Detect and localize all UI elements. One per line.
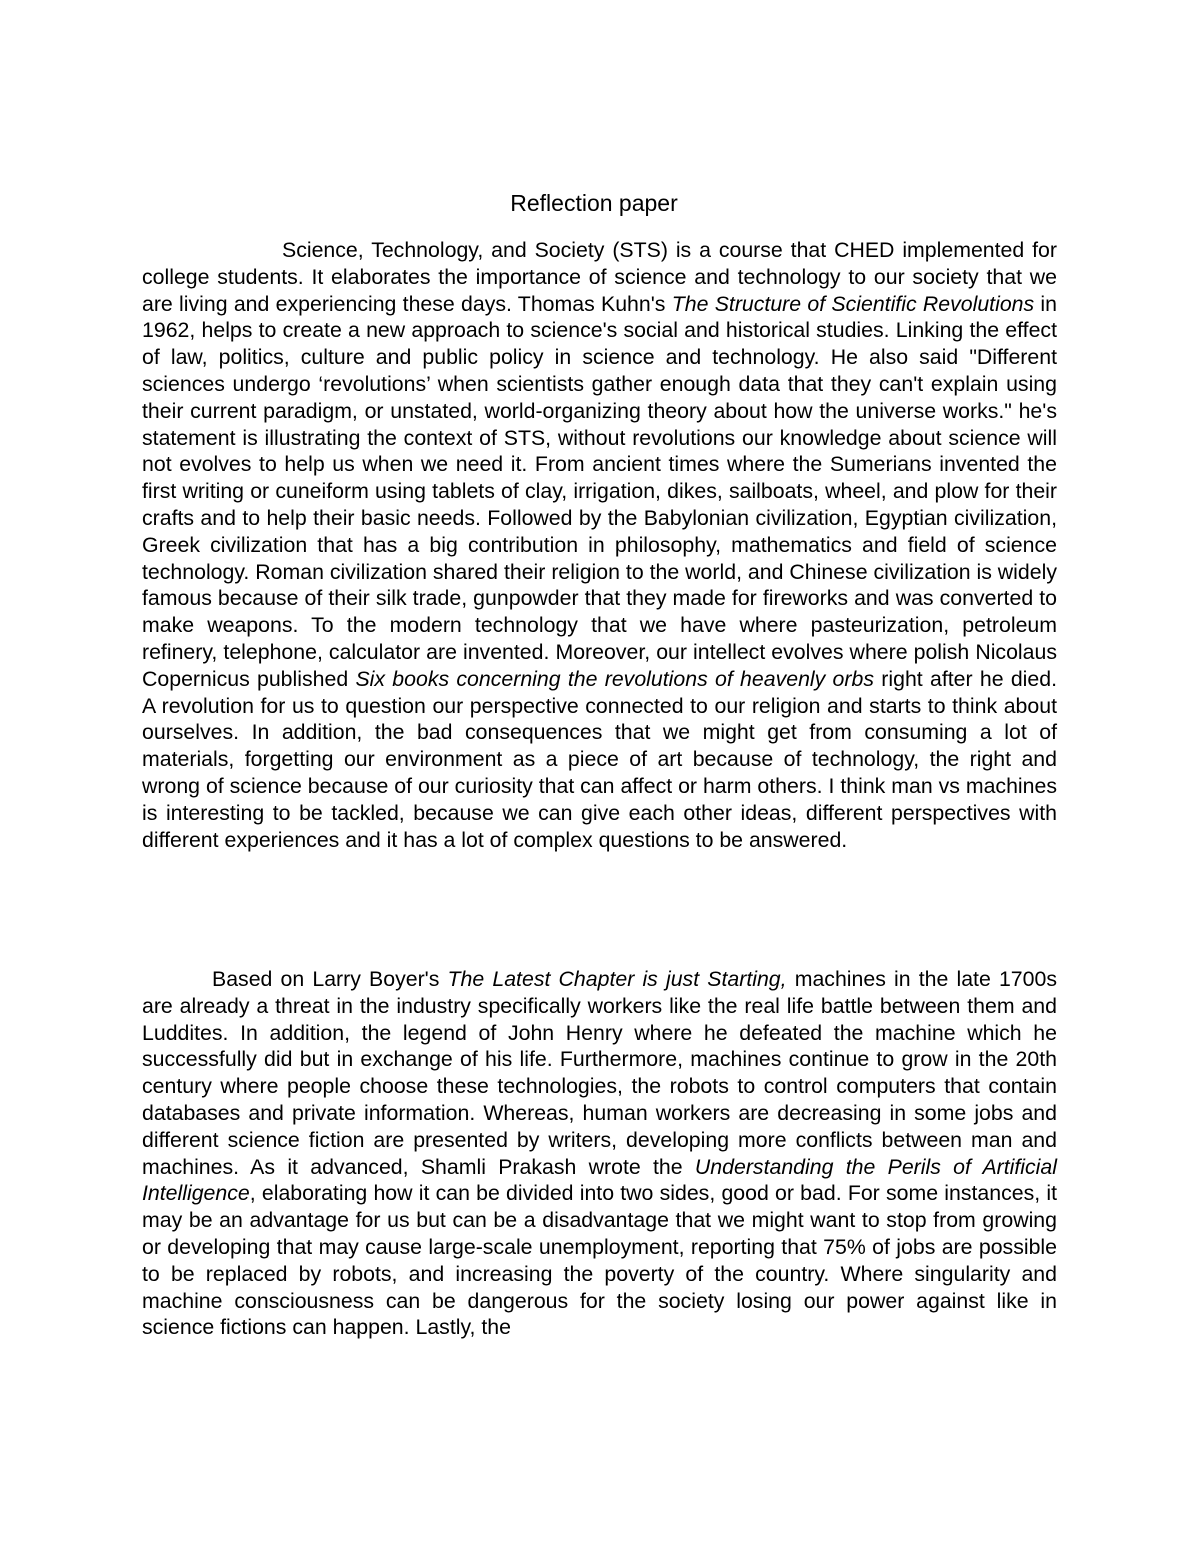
paragraph-1 <box>142 237 1057 853</box>
paragraph-2-text-2: machines in the late 1700s are already a threat in the industry specifically workers like the real life battle between them and Luddites. In addition, the legend of John Henry where he defeated the machine which he successfully did but in exchange of his life. Furthermore, machines continue to grow in the 20th century where people choose these technologies, the robots to control computers that contain databases and private information. Whereas, human workers are decreasing in some jobs and different science fiction are presented by writers, developing more conflicts between man and machines. As it advanced, Shamli Prakash wrote the <box>142 967 1057 1179</box>
paragraph-2 <box>142 966 1057 1341</box>
book-title-structure-of-scientific-revolutions: The Structure of Scientific Revolutions <box>671 291 1035 316</box>
book-title-perils-of-ai: Understanding the Perils of Artificial Intelligence <box>142 1154 1057 1206</box>
paragraph-2-text-3: , elaborating how it can be divided into two sides, good or bad. For some instances, it may be an advantage for us but can be a disadvantage that we might want to stop from growing or developing that may cause large-scale unemployment, reporting that 75% of jobs are possible to be replaced by robots, and increasing the poverty of the country. Where singularity and machine consciousness can be dangerous for the society losing our power against like in science fictions can happen. Lastly, the <box>142 1181 1057 1340</box>
paragraph-2-text-1: Based on Larry Boyer's <box>212 967 448 991</box>
page-title: Reflection paper <box>510 190 678 216</box>
book-title-six-books: Six books concerning the revolutions of heavenly orbs <box>355 666 874 691</box>
paragraph-1-text-2: in 1962, helps to create a new approach to science's social and historical studies. Linking the effect of law, politics, culture and public policy in science and technology. He also said "Different sciences undergo ‘revolutions’ when scientists gather enough data that they can't explain using their current paradigm, or unstated, world-organizing theory about how the universe works." he's statement is illustrating the context of STS, without revolutions our knowledge about science will not evolves to help us when we need it. From ancient times where the Sumerians invented the first writing or cuneiform using tablets of clay, irrigation, dikes, sailboats, wheel, and plow for their crafts and to help their basic needs. Followed by the Babylonian civilization, Egyptian civilization, Greek civilization that has a big contribution in philosophy, mathematics and field of science technology. Roman civilization shared their religion to the world, and Chinese civilization is widely famous because of their silk trade, gunpowder that they made for fireworks and was converted to make weapons. To the modern technology that we have where pasteurization, petroleum refinery, telephone, calculator are invented. Moreover, our intellect evolves where polish Nicolaus Copernicus published <box>142 291 1057 691</box>
book-title-latest-chapter: The Latest Chapter is just Starting, <box>447 967 787 991</box>
paragraph-1-text-1: Science, Technology, and Society (STS) is a course that CHED implemented for college students. It elaborates the importance of science and technology to our society that we are living and experiencing these days. Thomas Kuhn's <box>142 238 1057 316</box>
paragraph-1-text-3: right after he died. A revolution for us to question our perspective connected to our religion and starts to think about ourselves. In addition, the bad consequences that we might get from consuming a lot of materials, forgetting our environment as a piece of art because of technology, the right and wrong of science because of our curiosity that can affect or harm others. I think man vs machines is interesting to be tackled, because we can give each other ideas, different perspectives with different experiences and it has a lot of complex questions to be answered. <box>142 666 1057 852</box>
